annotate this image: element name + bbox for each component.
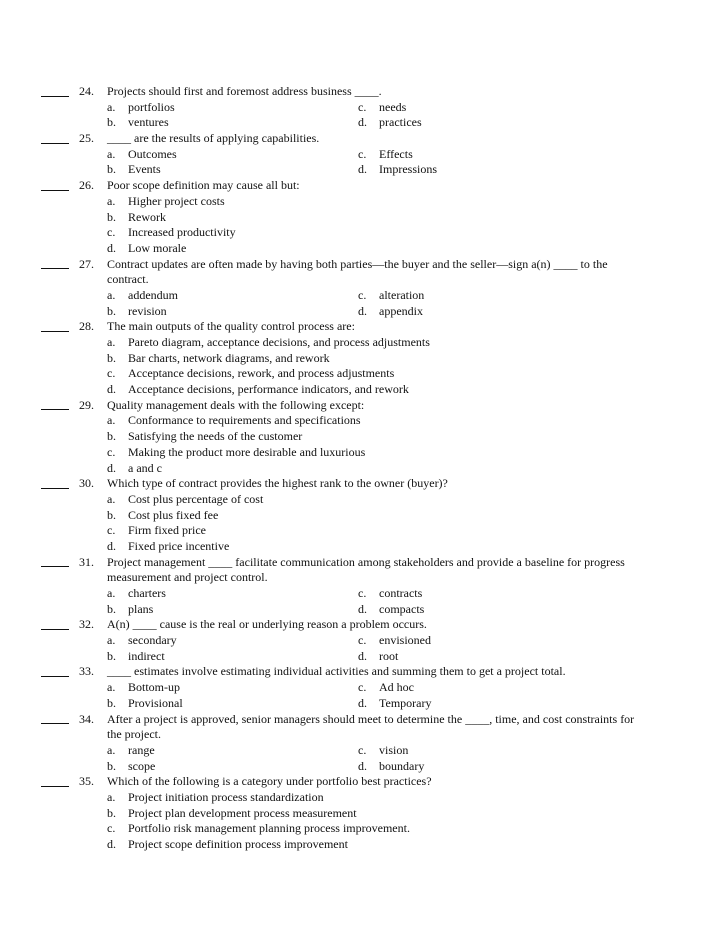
question-number: 25.: [79, 131, 94, 146]
option-row: [0, 649, 728, 665]
question-number: 30.: [79, 476, 94, 491]
option-text: Impressions: [379, 162, 437, 177]
answer-blank[interactable]: [41, 712, 69, 728]
option-text: Bottom-up: [128, 680, 181, 695]
option-row: [0, 210, 728, 226]
option-text: range: [128, 742, 155, 757]
option-text: Events: [128, 162, 161, 177]
option-text: Fixed price incentive: [128, 538, 230, 553]
option-text: Project initiation process standardization: [128, 789, 324, 804]
option-row: [0, 382, 728, 398]
option-text: Ad hoc: [379, 680, 414, 695]
option-letter: d.: [358, 303, 367, 318]
option-text: Cost plus fixed fee: [128, 507, 219, 522]
question-stem-continuation: [0, 272, 728, 288]
option-letter: d.: [358, 162, 367, 177]
question-header: [0, 84, 728, 100]
option-row: [0, 759, 728, 775]
option-row: [0, 821, 728, 837]
option-letter: b.: [107, 601, 116, 616]
option-text: addendum: [128, 287, 178, 302]
option-letter: c.: [107, 225, 116, 240]
question-stem-continuation: [0, 570, 728, 586]
option-text: ventures: [128, 115, 169, 130]
question-item: [0, 476, 728, 554]
option-row: [0, 304, 728, 320]
option-text: Making the product more desirable and luxurious: [128, 444, 366, 459]
option-letter: a.: [107, 413, 116, 428]
option-letter: a.: [107, 491, 116, 506]
option-letter: d.: [358, 601, 367, 616]
question-stem: After a project is approved, senior managers should meet to determine the ____, time, and cost constraints for: [107, 711, 635, 726]
option-letter: a.: [107, 335, 116, 349]
option-letter: a.: [107, 193, 116, 208]
question-header: [0, 178, 728, 194]
question-item: [0, 712, 728, 775]
option-text: Portfolio risk management planning process improvement.: [128, 821, 410, 836]
option-text: compacts: [379, 601, 425, 616]
option-text: portfolios: [128, 99, 175, 114]
option-text: practices: [379, 115, 422, 130]
option-letter: a.: [107, 287, 116, 302]
question-number: 31.: [79, 554, 94, 569]
option-text: Acceptance decisions, performance indicators, and rework: [128, 382, 409, 397]
option-letter: b.: [107, 758, 116, 773]
option-letter: b.: [107, 209, 116, 224]
option-row: [0, 413, 728, 429]
option-row: [0, 429, 728, 445]
option-row: [0, 602, 728, 618]
option-text: Conformance to requirements and specifications: [128, 413, 361, 428]
option-text: appendix: [379, 303, 423, 318]
option-text: Pareto diagram, acceptance decisions, and process adjustments: [128, 335, 430, 349]
option-text: Satisfying the needs of the customer: [128, 429, 303, 444]
option-row: [0, 586, 728, 602]
option-row: [0, 837, 728, 853]
option-letter: c.: [358, 99, 367, 114]
option-letter: d.: [358, 758, 367, 773]
option-text: plans: [128, 601, 154, 616]
option-letter: a.: [107, 99, 116, 114]
option-letter: a.: [107, 586, 116, 600]
option-text: contracts: [379, 586, 423, 600]
option-text: Project plan development process measurement: [128, 805, 357, 820]
option-text: scope: [128, 758, 156, 773]
question-item: [0, 257, 728, 320]
option-text: Effects: [379, 146, 413, 161]
option-text: Temporary: [379, 695, 432, 710]
option-letter: b.: [107, 648, 116, 663]
option-text: a and c: [128, 460, 162, 475]
option-text: revision: [128, 303, 167, 318]
option-row: [0, 241, 728, 257]
question-stem: Contract updates are often made by having both parties—the buyer and the seller—sign a(n) ____ to the: [107, 256, 608, 271]
option-letter: c.: [358, 680, 367, 695]
option-letter: d.: [358, 648, 367, 663]
option-text: Increased productivity: [128, 225, 236, 240]
answer-blank[interactable]: [41, 555, 69, 571]
option-row: [0, 115, 728, 131]
option-letter: c.: [358, 287, 367, 302]
option-row: [0, 492, 728, 508]
answer-blank[interactable]: [41, 398, 69, 414]
question-number: 26.: [79, 178, 94, 193]
option-letter: d.: [107, 538, 116, 553]
question-stem: contract.: [107, 272, 149, 287]
answer-blank[interactable]: [41, 131, 69, 147]
option-letter: c.: [107, 523, 116, 538]
question-item: [0, 131, 728, 178]
question-header: [0, 476, 728, 492]
option-text: alteration: [379, 287, 425, 302]
question-stem: Quality management deals with the following except:: [107, 397, 365, 412]
option-letter: b.: [107, 303, 116, 318]
question-stem: ____ estimates involve estimating individual activities and summing them to get a project total.: [107, 664, 566, 679]
option-letter: c.: [358, 742, 367, 757]
option-letter: d.: [107, 240, 116, 255]
question-header: [0, 712, 728, 728]
question-stem: ____ are the results of applying capabilities.: [107, 131, 320, 146]
question-stem: Project management ____ facilitate communication among stakeholders and provide a baseline for progress: [107, 554, 625, 569]
option-letter: b.: [107, 350, 116, 365]
option-letter: c.: [107, 366, 116, 381]
question-number: 29.: [79, 397, 94, 412]
option-letter: c.: [358, 146, 367, 161]
question-header: [0, 319, 728, 335]
option-row: [0, 225, 728, 241]
option-letter: b.: [107, 115, 116, 130]
answer-blank[interactable]: [41, 84, 69, 100]
question-stem: Which type of contract provides the highest rank to the owner (buyer)?: [107, 476, 448, 491]
option-letter: d.: [358, 115, 367, 130]
answer-blank[interactable]: [41, 178, 69, 194]
option-text: root: [379, 648, 399, 663]
answer-blank[interactable]: [41, 319, 69, 335]
question-header: [0, 398, 728, 414]
question-number: 34.: [79, 711, 94, 726]
question-number: 28.: [79, 319, 94, 334]
question-stem-continuation: [0, 727, 728, 743]
option-letter: a.: [107, 146, 116, 161]
question-item: [0, 398, 728, 476]
option-letter: a.: [107, 789, 116, 804]
option-letter: b.: [107, 507, 116, 522]
question-header: [0, 257, 728, 273]
question-header: [0, 617, 728, 633]
option-letter: c.: [107, 821, 116, 836]
option-letter: d.: [107, 460, 116, 475]
answer-blank[interactable]: [41, 257, 69, 273]
option-text: Provisional: [128, 695, 183, 710]
option-text: boundary: [379, 758, 425, 773]
option-letter: b.: [107, 429, 116, 444]
option-letter: c.: [358, 586, 367, 600]
question-item: [0, 178, 728, 256]
question-stem: Projects should first and foremost address business ____.: [107, 84, 382, 98]
option-text: Low morale: [128, 240, 187, 255]
option-letter: a.: [107, 680, 116, 695]
option-text: Outcomes: [128, 146, 177, 161]
option-text: vision: [379, 742, 409, 757]
question-number: 35.: [79, 774, 94, 789]
option-row: [0, 680, 728, 696]
option-row: [0, 366, 728, 382]
option-text: Project scope definition process improvement: [128, 837, 348, 851]
option-row: [0, 194, 728, 210]
option-row: [0, 461, 728, 477]
option-text: Acceptance decisions, rework, and process adjustments: [128, 366, 395, 381]
option-row: [0, 539, 728, 555]
option-letter: b.: [107, 162, 116, 177]
option-row: [0, 445, 728, 461]
option-letter: c.: [107, 444, 116, 459]
question-item: [0, 617, 728, 664]
question-number: 33.: [79, 664, 94, 679]
option-text: needs: [379, 99, 407, 114]
question-stem: the project.: [107, 727, 161, 742]
answer-blank[interactable]: [41, 617, 69, 633]
option-row: [0, 335, 728, 351]
option-letter: d.: [107, 382, 116, 397]
answer-blank[interactable]: [41, 476, 69, 492]
question-header: [0, 664, 728, 680]
option-letter: c.: [358, 633, 367, 648]
option-letter: a.: [107, 742, 116, 757]
option-text: Firm fixed price: [128, 523, 206, 538]
question-number: 24.: [79, 84, 94, 98]
option-text: indirect: [128, 648, 165, 663]
option-row: [0, 523, 728, 539]
option-row: [0, 743, 728, 759]
option-row: [0, 351, 728, 367]
option-text: Rework: [128, 209, 166, 224]
option-text: charters: [128, 586, 166, 600]
option-row: [0, 696, 728, 712]
option-text: Higher project costs: [128, 193, 225, 208]
question-number: 27.: [79, 256, 94, 271]
question-header: [0, 131, 728, 147]
answer-blank[interactable]: [41, 664, 69, 680]
option-row: [0, 508, 728, 524]
question-stem: Which of the following is a category under portfolio best practices?: [107, 774, 432, 789]
option-letter: b.: [107, 805, 116, 820]
option-letter: d.: [107, 837, 116, 851]
question-stem: Poor scope definition may cause all but:: [107, 178, 300, 193]
exam-page: [0, 84, 728, 853]
option-letter: b.: [107, 695, 116, 710]
option-row: [0, 633, 728, 649]
option-row: [0, 790, 728, 806]
question-item: [0, 319, 728, 397]
option-row: [0, 288, 728, 304]
question-header: [0, 555, 728, 571]
question-item: [0, 84, 728, 131]
question-stem: The main outputs of the quality control process are:: [107, 319, 355, 334]
question-stem: A(n) ____ cause is the real or underlying reason a problem occurs.: [107, 617, 427, 632]
option-text: Bar charts, network diagrams, and rework: [128, 350, 330, 365]
option-row: [0, 806, 728, 822]
option-row: [0, 100, 728, 116]
option-text: secondary: [128, 633, 177, 648]
question-number: 32.: [79, 617, 94, 632]
answer-blank[interactable]: [41, 774, 69, 790]
option-letter: a.: [107, 633, 116, 648]
question-header: [0, 774, 728, 790]
option-text: envisioned: [379, 633, 431, 648]
option-row: [0, 147, 728, 163]
option-text: Cost plus percentage of cost: [128, 491, 264, 506]
question-item: [0, 555, 728, 618]
option-row: [0, 162, 728, 178]
question-stem: measurement and project control.: [107, 570, 268, 585]
option-letter: d.: [358, 695, 367, 710]
question-item: [0, 774, 728, 852]
question-item: [0, 664, 728, 711]
